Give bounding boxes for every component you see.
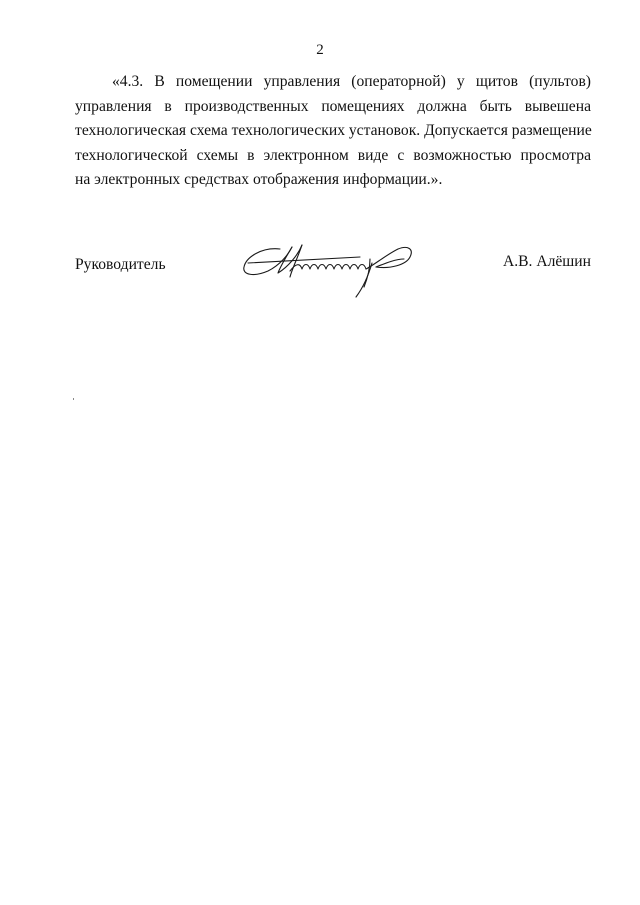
paragraph-line: на электронных средствах отображения информации.». [75, 171, 443, 189]
scan-artifact [73, 398, 74, 400]
signatory-name: А.В. Алёшин [502, 253, 591, 270]
signatory-role: Руководитель [75, 256, 166, 273]
handwritten-signature [240, 237, 420, 299]
paragraph-line: технологической схемы в электронном виде с возможностью просмотра [75, 146, 591, 164]
paragraph-line: управления в производственных помещениях должна быть вывешена [75, 97, 591, 115]
amendment-paragraph [75, 70, 591, 193]
page-number: 2 [316, 42, 324, 58]
paragraph-line: «4.3. В помещении управления (операторной) у щитов (пультов) [112, 73, 591, 90]
paragraph-line: технологическая схема технологических установок. Допускается размещение [75, 122, 592, 140]
